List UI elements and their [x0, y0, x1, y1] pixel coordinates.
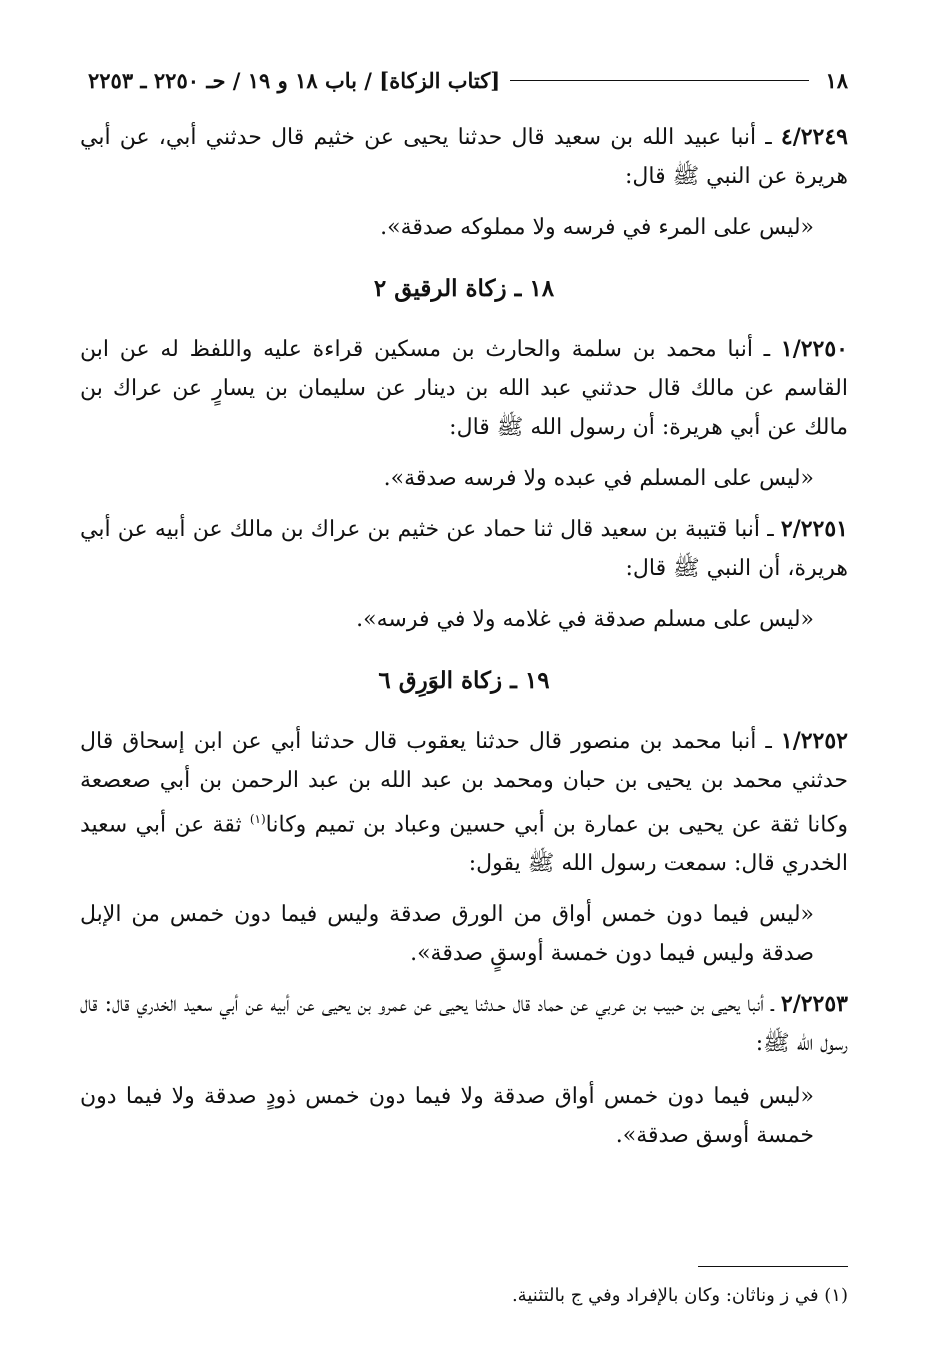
footnote-rule [698, 1266, 848, 1267]
hadith-2253 [80, 985, 848, 1063]
hadith-text: ـ أنبا محمد بن منصور قال حدثنا يعقوب قال حدثنا أبي عن ابن إسحاق قال حدثني محمد بن يحيى بن حبان ومحمد بن عبد الله بن عبد الرحمن بن أبي صعصعة وكانا ثقة عن يحيى بن عمارة بن أبي حسين وعباد بن تميم وكانا [80, 729, 848, 838]
hadith-number: ٤/٢٢٤٩ [780, 124, 848, 150]
running-header [88, 70, 848, 91]
hadith-text: ـ أنبا عبيد الله بن سعيد قال حدثنا يحيى عن خثيم قال حدثني أبي، عن أبي هريرة عن النبي ﷺ قال: [80, 125, 848, 189]
hadith-quote: «ليس على مسلم صدقة في غلامه ولا في فرسه». [356, 607, 814, 632]
hadith-quote: «ليس على المرء في فرسه ولا مملوكه صدقة». [380, 215, 814, 240]
hadith-number: ١/٢٢٥٢ [780, 728, 848, 754]
header-title: [كتاب الزكاة] / باب ١٨ و ١٩ / حـ ٢٢٥٠ ـ ٢٢٥٣ [88, 68, 501, 93]
hadith-quote: «ليس فيما دون خمس أواق من الورق صدقة وليس فيما دون خمس من الإبل صدقة وليس فيما دون خمسة أوسقٍ صدقة». [80, 902, 814, 967]
section-title-19: ١٩ ـ زكاة الوَرِق ٦ [378, 667, 550, 694]
hadith-quote: «ليس على المسلم في عبده ولا فرسه صدقة». [383, 466, 814, 491]
hadith-text: ـ أنبا محمد بن سلمة والحارث بن مسكين قراءة عليه واللفظ له عن ابن القاسم عن مالك قال حدثني عبد الله بن دينار عن سليمان بن يسارٍ عن عراك بن مالك عن أبي هريرة: أن رسول الله ﷺ قال: [80, 337, 848, 440]
section-title-18: ١٨ ـ زكاة الرقيق ٢ [373, 275, 555, 302]
footnote: (١) في ز وناثان: وكان بالإفراد وفي ج بالتثنية. [511, 1285, 848, 1306]
page-number: ١٨ [825, 68, 848, 93]
header-rule [510, 80, 809, 81]
hadith-number: ٢/٢٢٥٣ [780, 991, 848, 1018]
hadith-2252 [80, 722, 848, 883]
footnote-marker: (١) [249, 812, 266, 826]
page-body [80, 118, 848, 1155]
hadith-2251 [80, 510, 848, 588]
hadith-number: ٢/٢٢٥١ [780, 516, 848, 542]
hadith-text-continued: ثقة عن أبي سعيد الخدري قال: سمعت رسول الله ﷺ يقول: [80, 812, 848, 877]
hadith-2250 [80, 330, 848, 447]
hadith-quote: «ليس فيما دون خمس أواق صدقة ولا فيما دون خمس ذودٍ صدقة ولا فيما دون خمسة أوسق صدقة». [80, 1084, 814, 1149]
hadith-text: ـ أنبا يحيى بن حبيب بن عربي عن حماد قال حـدثنا يحيى عن عمرو بن يحيى عن أبيه عن أبي سعيد الخدري قال: قال رسول الله ﷺ: [80, 992, 848, 1057]
hadith-number: ١/٢٢٥٠ [780, 336, 848, 362]
hadith-text: ـ أنبا قتيبة بن سعيد قال ثنا حماد عن خثيم بن عراك بن مالك عن أبيه عن أبي هريرة، أن النبي ﷺ قال: [80, 517, 848, 581]
hadith-2249 [80, 118, 848, 196]
